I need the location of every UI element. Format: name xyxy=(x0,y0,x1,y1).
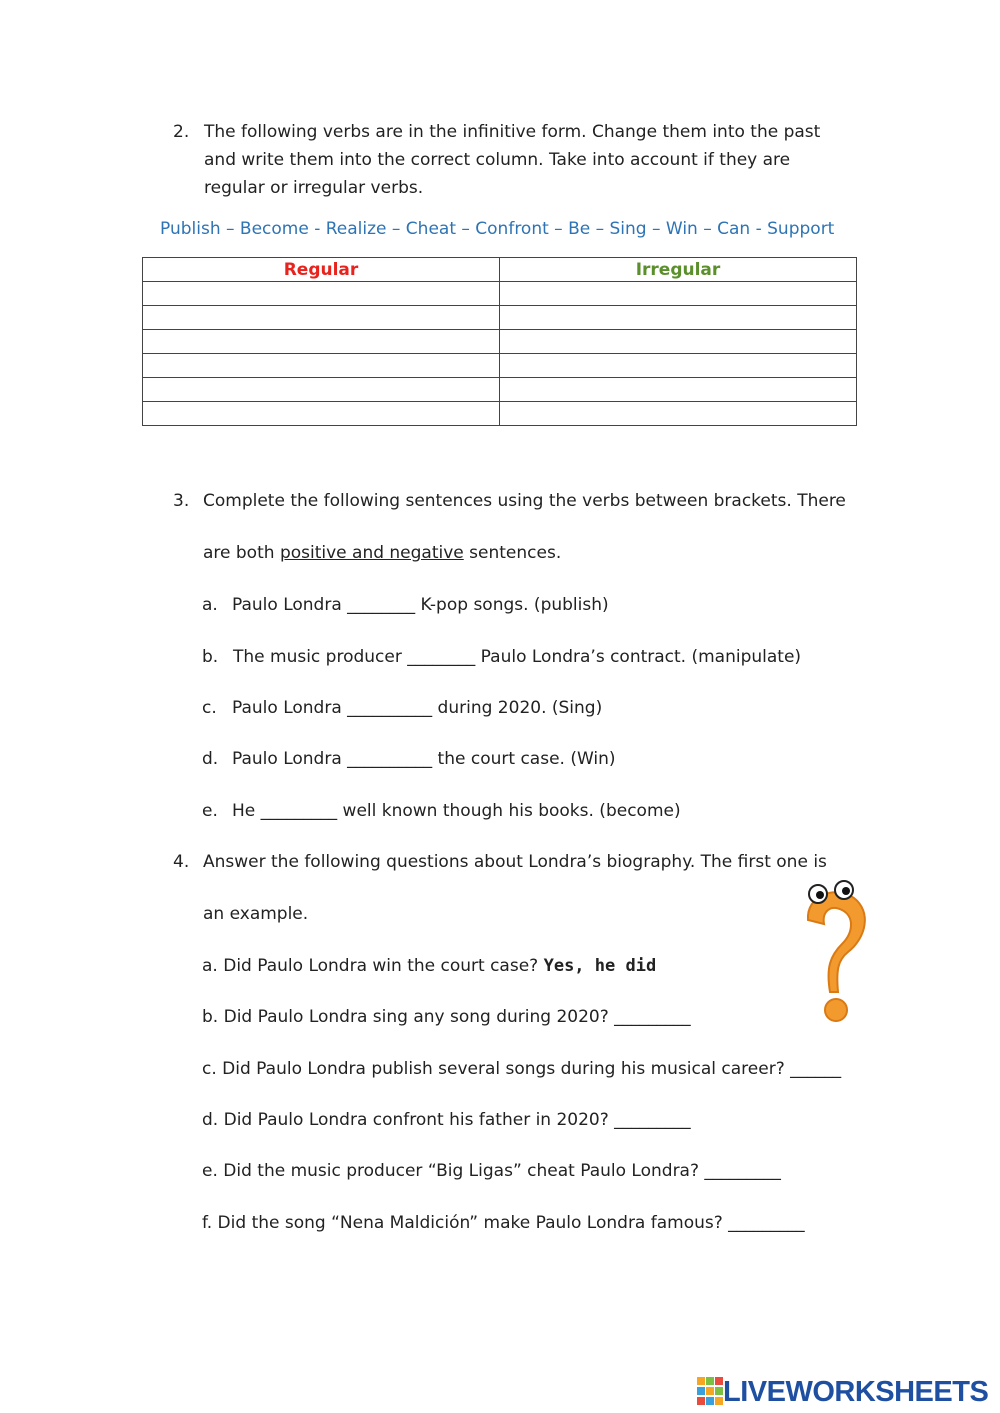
q3-item-text: He _________ well known though his books. (become) xyxy=(232,801,681,821)
table-row xyxy=(143,378,857,402)
q4-item-f: f. Did the song “Nena Maldición” make Paulo Londra famous? _________ xyxy=(202,1213,805,1233)
q2-line-3: regular or irregular verbs. xyxy=(204,178,424,198)
answer-cell[interactable] xyxy=(500,282,857,306)
q3-item-text: Paulo Londra ________ K-pop songs. (publish) xyxy=(232,595,609,615)
q3-item-label: c. xyxy=(202,698,217,718)
answer-cell[interactable] xyxy=(500,354,857,378)
verb-list: Publish – Become - Realize – Cheat – Confront – Be – Sing – Win – Can - Support xyxy=(160,219,835,239)
answer-cell[interactable] xyxy=(500,378,857,402)
table-row xyxy=(143,282,857,306)
q3-item-label: a. xyxy=(202,595,218,615)
q3-item-e xyxy=(202,801,681,821)
table-row xyxy=(143,330,857,354)
q2-line-1: The following verbs are in the infinitive form. Change them into the past xyxy=(204,122,821,142)
question-mark-hook xyxy=(808,892,865,992)
answer-cell[interactable] xyxy=(143,306,500,330)
answer-cell[interactable] xyxy=(143,282,500,306)
q3-item-d xyxy=(202,749,616,769)
q4-example-answer: Yes, he did xyxy=(543,956,657,976)
left-pupil xyxy=(816,891,824,899)
logo-text: LIVEWORKSHEETS xyxy=(723,1375,989,1408)
q3-item-a xyxy=(202,595,609,615)
table-row xyxy=(143,354,857,378)
q2-line-2: and write them into the correct column. Take into account if they are xyxy=(204,150,791,170)
q4-item-c: c. Did Paulo Londra publish several songs during his musical career? ______ xyxy=(202,1059,842,1079)
liveworksheets-logo[interactable] xyxy=(697,1375,988,1409)
answer-cell[interactable] xyxy=(500,330,857,354)
q4-item-d: d. Did Paulo Londra confront his father in 2020? _________ xyxy=(202,1110,691,1130)
q4-item-e: e. Did the music producer “Big Ligas” cheat Paulo Londra? _________ xyxy=(202,1161,781,1181)
q3-item-c xyxy=(202,698,602,718)
q3-item-text: The music producer ________ Paulo Londra’s contract. (manipulate) xyxy=(233,647,802,667)
answer-cell[interactable] xyxy=(143,330,500,354)
q3-underlined-text: positive and negative xyxy=(279,543,464,563)
answer-cell[interactable] xyxy=(500,402,857,426)
question-mark-dot xyxy=(825,999,847,1021)
table-row xyxy=(143,402,857,426)
q3-line-2 xyxy=(203,543,561,563)
answer-cell[interactable] xyxy=(143,378,500,402)
q4-example xyxy=(202,956,656,976)
answer-cell[interactable] xyxy=(500,306,857,330)
q4-number: 4. xyxy=(173,852,190,872)
logo-blocks-icon xyxy=(697,1377,723,1407)
q3-item-label: b. xyxy=(202,647,219,667)
q3-item-label: d. xyxy=(202,749,219,769)
q3-line-2-post: sentences. xyxy=(463,543,562,563)
q3-item-label: e. xyxy=(202,801,218,821)
regular-header: Regular xyxy=(143,258,500,282)
q4-line-1: Answer the following questions about Londra’s biography. The first one is xyxy=(203,852,827,872)
right-pupil xyxy=(842,887,850,895)
q3-number: 3. xyxy=(173,491,190,511)
q3-line-2-pre: are both xyxy=(203,543,280,563)
q4-line-2: an example. xyxy=(203,904,309,924)
regular-irregular-table xyxy=(142,257,857,426)
q4-example-question: a. Did Paulo Londra win the court case? xyxy=(202,956,544,976)
q4-item-b: b. Did Paulo Londra sing any song during 2020? _________ xyxy=(202,1007,691,1027)
answer-cell[interactable] xyxy=(143,354,500,378)
answer-cell[interactable] xyxy=(143,402,500,426)
q3-item-text: Paulo Londra __________ during 2020. (Sing) xyxy=(232,698,603,718)
q3-line-1: Complete the following sentences using the verbs between brackets. There xyxy=(203,491,846,511)
table-row xyxy=(143,306,857,330)
q2-number: 2. xyxy=(173,122,190,142)
irregular-header: Irregular xyxy=(500,258,857,282)
q3-item-text: Paulo Londra __________ the court case. (Win) xyxy=(232,749,616,769)
question-mark-icon xyxy=(796,880,876,1030)
q3-item-b xyxy=(202,647,801,667)
